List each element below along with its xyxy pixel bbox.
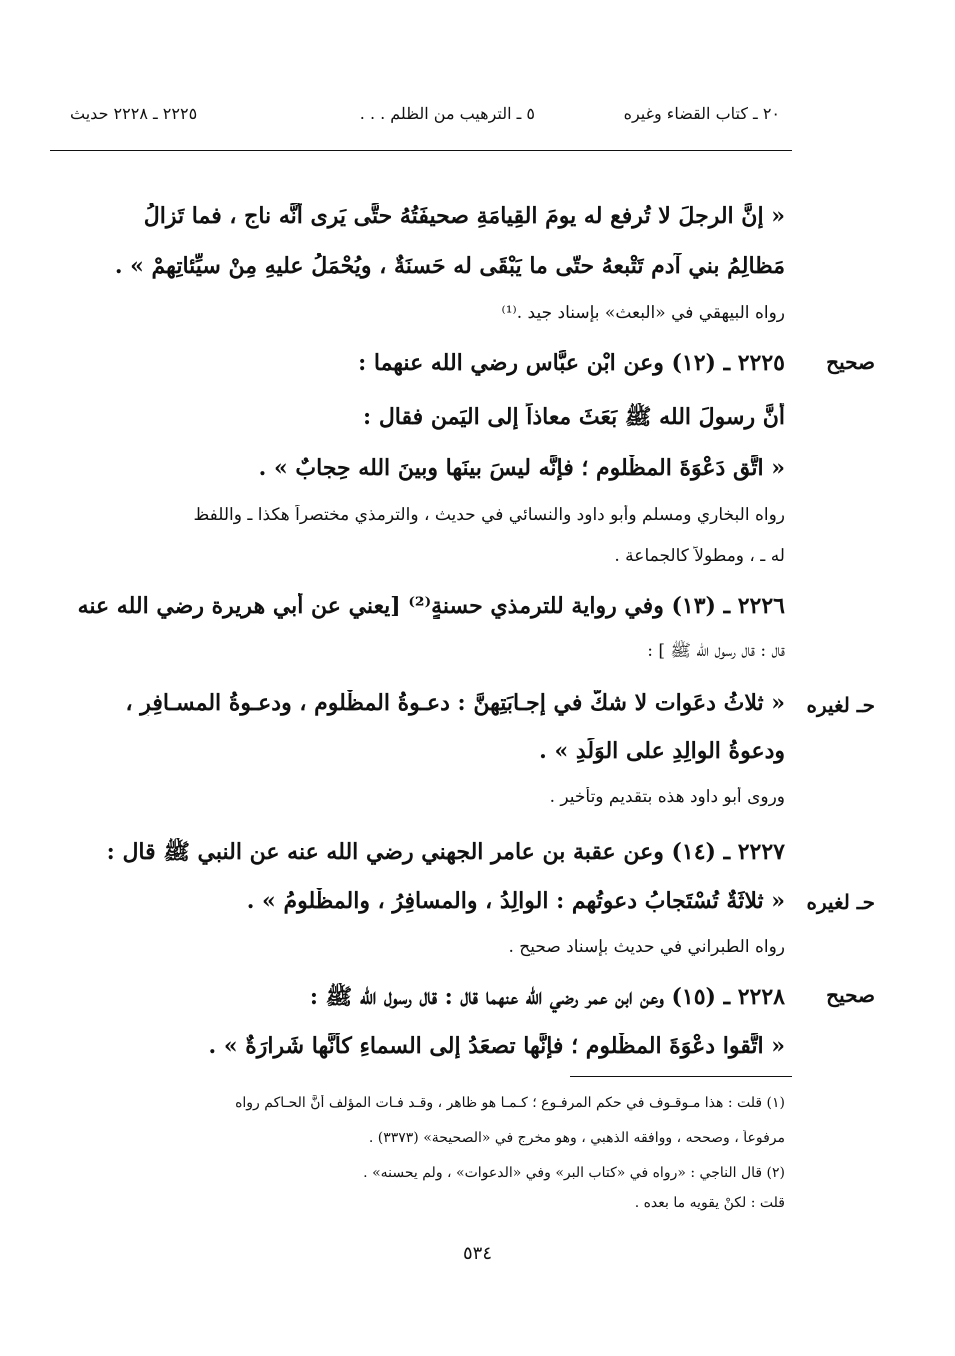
intro-line-1: « إنَّ الرجلَ لا تُرفع له يومَ القِيامَةِ صحيفَتُهُ حتَّى يَرى أنَّه ناج ، فما تَزالُ bbox=[143, 203, 785, 229]
header-section: ٥ ـ الترهيب من الظلم . . . bbox=[359, 104, 535, 123]
hadith-2226-source: وروى أبو داود هذه بتقديم وتأخير . bbox=[549, 787, 785, 807]
hadith-2226-line-1: ٢٢٢٦ ـ (١٣) وفي رواية للترمذي حسنةٍ⁽²⁾ [يعني عن أبي هريرة رضي الله عنه bbox=[77, 593, 785, 619]
hadith-2225-line-2: أنَّ رسولَ الله ﷺ بَعَثَ معاذاً إلى اليَمن فقال : bbox=[363, 404, 785, 430]
intro-line-2: مَظالِمُ بني آدم تَتْبعهُ حتّى ما يَبْقَى له حَسنَةٌ ، ويُحْمَلُ عليهِ مِنْ سيِّئاتِهِمْ » . bbox=[114, 253, 785, 279]
hadith-2225-source-2: له ـ ، ومطولاً كالجماعة . bbox=[614, 546, 785, 566]
hadith-2227-line-1: ٢٢٢٧ ـ (١٤) وعن عقبة بن عامر الجهني رضي الله عنه عن النبي ﷺ قال : bbox=[106, 839, 785, 865]
grade-2226: حـ لغيره bbox=[806, 693, 875, 717]
page-number: ٥٣٤ bbox=[462, 1243, 492, 1264]
hadith-2225-line-1: ٢٢٢٥ ـ (١٢) وعن ابْنِ عبَّاس رضي الله عنهما : bbox=[358, 350, 785, 376]
intro-source: رواه البيهقي في «البعث» بإسناد جيد .⁽¹⁾ bbox=[501, 303, 785, 323]
hadith-2226-line-3: « ثلاثُ دعَوات لا شكَّ في إجـابَتِهِنَّ : دعـوةُ المظْلومِ ، ودعـوةُ المسـافِرِ ، bbox=[125, 690, 785, 716]
hadith-2225-line-3: « اتَّقِ دَعْوَةَ المظْلومِ ؛ فإنَّه ليسَ بينَها وبينَ الله حِجابٌ » . bbox=[258, 455, 785, 481]
footnote-2-line-1: (٢) قال الناجي : «رواه في «كتاب البر» وفي «الدعوات» ، ولم يحسنه» . bbox=[363, 1165, 785, 1181]
grade-2227: حـ لغيره bbox=[806, 890, 875, 914]
hadith-2225-source-1: رواه البخاري ومسلم وأبو داود والنسائي في حديث ، والترمذي مختصراً هكذا ـ واللفظ bbox=[193, 505, 785, 525]
grade-2225: صحيح bbox=[826, 350, 875, 374]
hadith-2227-line-2: « ثلاثَةٌ تُسْتَجابُ دعوتُهم : الوالِدُ ، والمسافِرُ ، والمظْلومُ » . bbox=[246, 888, 785, 914]
header-hadith-range: ٢٢٢٥ ـ ٢٢٢٨ حديث bbox=[70, 104, 198, 123]
footnote-1-line-2: مرفوعاً ، وصححه ، ووافقه الذهبي ، وهو مخرج في «الصحيحة» (٣٣٧٣) . bbox=[368, 1130, 785, 1146]
hadith-2226-line-2: قال : قال رسول الله ﷺ ] : bbox=[647, 641, 785, 661]
hadith-2228-line-1: ٢٢٢٨ ـ (١٥) وعن ابن عمر رضي الله عنهما قال : قال رسول الله ﷺ : bbox=[309, 984, 785, 1010]
footnote-1-line-1: (١) قلت : هذا مـوقـوف في حكم المرفـوع ؛ كـمـا هو ظاهر ، وقـد فـات المؤلف أنَّ الحـاكم رواه bbox=[235, 1095, 785, 1111]
footnote-2-line-2: قلت : لكنْ يقويه ما بعده . bbox=[634, 1195, 785, 1211]
footnote-divider bbox=[570, 1076, 792, 1077]
hadith-2226-line-4: ودعوةُ الوالِدِ على الوَلَدِ » . bbox=[539, 738, 785, 764]
grade-2228: صحيح bbox=[826, 983, 875, 1007]
header-divider bbox=[50, 150, 792, 151]
hadith-2228-line-2: « اتَّقوا دعْوَةَ المظْلومِ ؛ فإنَّها تصعَدُ إلى السماءِ كأنَّها شَرارَةٌ » . bbox=[208, 1033, 785, 1059]
hadith-2227-source: رواه الطبراني في حديث بإسناد صحيح . bbox=[508, 937, 785, 957]
header-chapter: ٢٠ ـ كتاب القضاء وغيره bbox=[623, 104, 780, 123]
